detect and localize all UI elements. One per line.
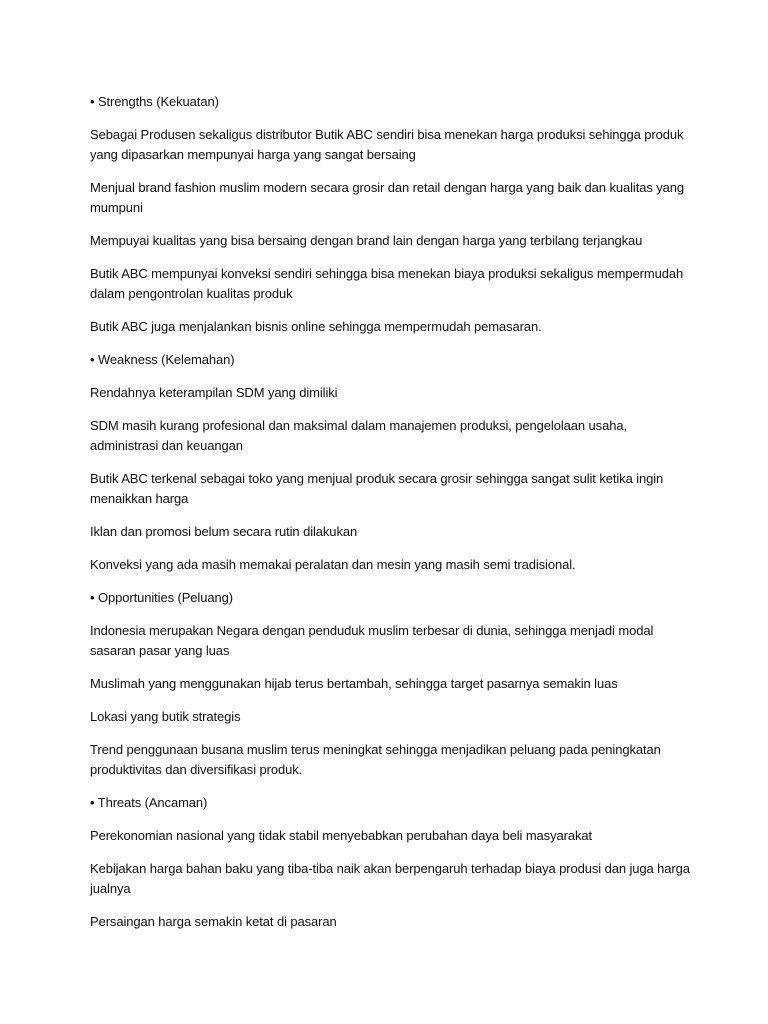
- section-strengths: [90, 92, 690, 337]
- paragraph: Mempuyai kualitas yang bisa bersaing dengan brand lain dengan harga yang terbilang terjangkau: [90, 233, 643, 248]
- section-heading: • Strengths (Kekuatan): [90, 94, 219, 109]
- paragraph: Butik ABC terkenal sebagai toko yang menjual produk secara grosir sehingga sangat sulit ketika ingin menaikkan harga: [90, 471, 664, 506]
- paragraph: Butik ABC mempunyai konveksi sendiri sehingga bisa menekan biaya produksi sekaligus mempermudah dalam pengontrolan kualitas produk: [90, 266, 684, 301]
- paragraph: Sebagai Produsen sekaligus distributor Butik ABC sendiri bisa menekan harga produksi sehingga produk yang dipasarkan mempunyai harga yang sangat bersaing: [90, 127, 684, 162]
- paragraph: Kebijakan harga bahan baku yang tiba-tiba naik akan berpengaruh terhadap biaya produsi dan juga harga jualnya: [90, 861, 690, 896]
- paragraph: Perekonomian nasional yang tidak stabil menyebabkan perubahan daya beli masyarakat: [90, 828, 593, 843]
- section-weakness: [90, 350, 690, 575]
- paragraph: Indonesia merupakan Negara dengan penduduk muslim terbesar di dunia, sehingga menjadi modal sasaran pasar yang luas: [90, 623, 654, 658]
- section-threats: [90, 793, 690, 932]
- paragraph: Iklan dan promosi belum secara rutin dilakukan: [90, 524, 358, 539]
- section-heading: • Threats (Ancaman): [90, 795, 208, 810]
- paragraph: Menjual brand fashion muslim modern secara grosir dan retail dengan harga yang baik dan kualitas yang mumpuni: [90, 180, 685, 215]
- paragraph: Persaingan harga semakin ketat di pasaran: [90, 914, 337, 929]
- section-heading: • Weakness (Kelemahan): [90, 352, 235, 367]
- section-opportunities: [90, 588, 690, 780]
- paragraph: Rendahnya keterampilan SDM yang dimiliki: [90, 385, 338, 400]
- paragraph: Konveksi yang ada masih memakai peralatan dan mesin yang masih semi tradisional.: [90, 557, 576, 572]
- paragraph: SDM masih kurang profesional dan maksimal dalam manajemen produksi, pengelolaan usaha, administrasi dan keuangan: [90, 418, 627, 453]
- document-body: [90, 92, 690, 945]
- section-heading: • Opportunities (Peluang): [90, 590, 233, 605]
- paragraph: Lokasi yang butik strategis: [90, 709, 241, 724]
- paragraph: Butik ABC juga menjalankan bisnis online sehingga mempermudah pemasaran.: [90, 319, 542, 334]
- paragraph: Muslimah yang menggunakan hijab terus bertambah, sehingga target pasarnya semakin luas: [90, 676, 618, 691]
- paragraph: Trend penggunaan busana muslim terus meningkat sehingga menjadikan peluang pada peningkatan produktivitas dan diversifikasi produk.: [90, 742, 661, 777]
